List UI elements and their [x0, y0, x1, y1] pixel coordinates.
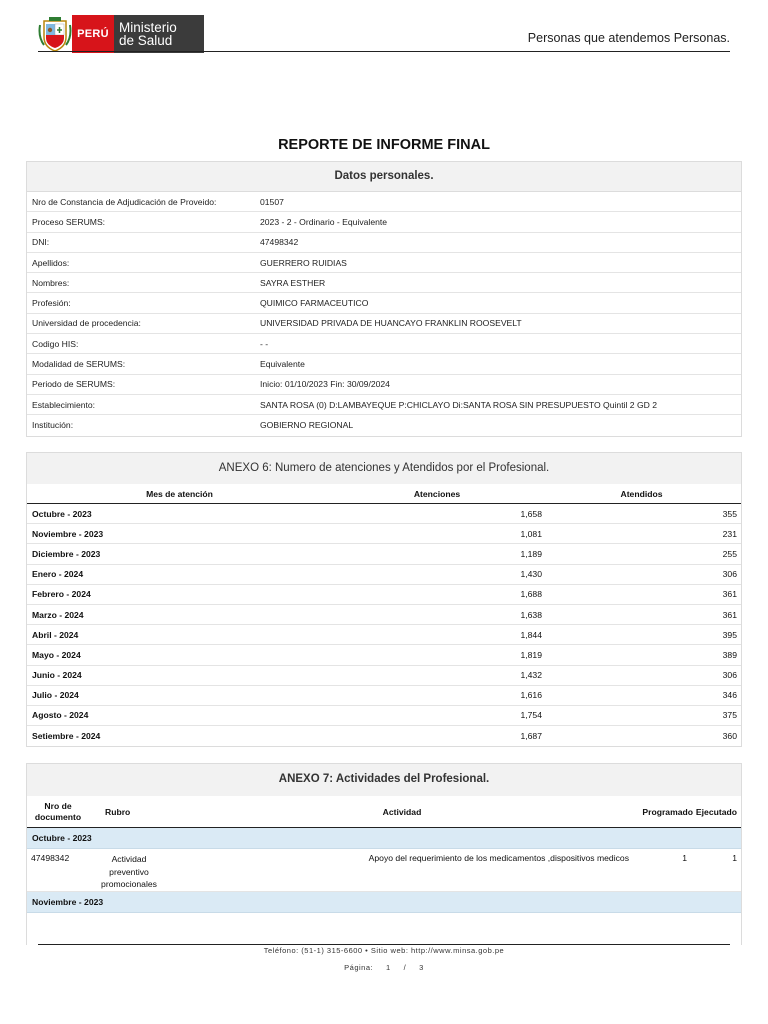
- cell-atenciones: 1,189: [520, 548, 542, 559]
- page-header: [0, 0, 768, 60]
- column-header-ejecutado: Ejecutado: [695, 806, 737, 817]
- cell-atendidos: 231: [722, 528, 737, 539]
- anexo7-title: ANEXO 7: Actividades del Profesional.: [27, 764, 741, 796]
- logo-ministry-line1: Ministerio: [119, 20, 177, 35]
- table-row: [27, 524, 741, 544]
- minsa-logo: [38, 15, 208, 53]
- column-header-atendidos: Atendidos: [620, 488, 663, 499]
- field-value: 01507: [260, 196, 284, 207]
- field-value: Equivalente: [260, 359, 305, 370]
- field-label: Codigo HIS:: [32, 338, 79, 349]
- table-row: [27, 293, 741, 313]
- table-row: [27, 645, 741, 665]
- anexo6-table-body: [27, 504, 741, 746]
- report-title: REPORTE DE INFORME FINAL: [278, 137, 490, 153]
- table-row: [27, 625, 741, 645]
- table-row: [27, 544, 741, 564]
- field-label: Proceso SERUMS:: [32, 216, 106, 227]
- cell-mes: Octubre - 2023: [32, 508, 92, 519]
- column-header-documento: [27, 801, 85, 823]
- table-row: [27, 334, 741, 354]
- cell-mes: Enero - 2024: [32, 569, 84, 580]
- table-row: [27, 212, 741, 232]
- table-row: [27, 273, 741, 293]
- page-indicator: [0, 963, 768, 972]
- cell-atenciones: 1,688: [520, 589, 542, 600]
- field-label: Apellidos:: [32, 257, 70, 268]
- table-row: [27, 253, 741, 273]
- field-label: Universidad de procedencia:: [32, 318, 141, 329]
- cell-atendidos: 306: [722, 569, 737, 580]
- cell-mes: Junio - 2024: [32, 670, 82, 681]
- column-header-actividad: Actividad: [382, 806, 422, 817]
- personal-data-table: [27, 192, 741, 436]
- cell-rubro-line2: preventivo: [109, 866, 149, 877]
- table-row: [27, 849, 741, 892]
- month-group-row: Octubre - 2023: [27, 828, 741, 849]
- cell-mes: Marzo - 2024: [32, 609, 84, 620]
- cell-atendidos: 361: [722, 589, 737, 600]
- table-row: [27, 585, 741, 605]
- column-header-rubro: Rubro: [105, 806, 131, 817]
- cell-actividad: Apoyo del requerimiento de los medicamentos ,dispositivos medicos: [368, 853, 629, 863]
- cell-mes: Agosto - 2024: [32, 710, 89, 721]
- cell-mes: Febrero - 2024: [32, 589, 91, 600]
- column-header-documento-line2: documento: [34, 811, 82, 822]
- field-value: SAYRA ESTHER: [260, 277, 326, 288]
- page-current: 1: [386, 963, 391, 972]
- table-row: [27, 666, 741, 686]
- cell-ejecutado: 1: [732, 853, 737, 863]
- field-label: Institución:: [32, 420, 74, 431]
- cell-mes: Noviembre - 2023: [32, 528, 104, 539]
- cell-atenciones: 1,432: [520, 670, 542, 681]
- anexo6-title: ANEXO 6: Numero de atenciones y Atendidos por el Profesional.: [27, 453, 741, 484]
- table-row: [27, 375, 741, 395]
- logo-country: PERÚ: [72, 15, 114, 53]
- field-label: Profesión:: [32, 298, 71, 309]
- cell-atendidos: 306: [722, 670, 737, 681]
- field-label: Periodo de SERUMS:: [32, 379, 116, 390]
- anexo6-panel: [26, 452, 742, 747]
- table-row: [27, 706, 741, 726]
- cell-mes: Diciembre - 2023: [32, 548, 101, 559]
- cell-atenciones: 1,844: [520, 629, 542, 640]
- cell-atendidos: 360: [722, 731, 737, 742]
- field-value: GUERRERO RUIDIAS: [260, 257, 347, 268]
- field-value: Inicio: 01/10/2023 Fin: 30/09/2024: [260, 379, 390, 390]
- column-header-atenciones: Atenciones: [413, 488, 461, 499]
- field-label: Modalidad de SERUMS:: [32, 359, 126, 370]
- cell-atenciones: 1,819: [520, 649, 542, 660]
- cell-atenciones: 1,081: [520, 528, 542, 539]
- table-row: [27, 314, 741, 334]
- column-header-programado: Programado: [642, 806, 693, 817]
- field-label: Nro de Constancia de Adjudicación de Proveido:: [32, 196, 217, 207]
- footer-divider: [38, 944, 730, 945]
- footer-contact: Teléfono: (51-1) 315-6600 • Sitio web: http://www.minsa.gob.pe: [263, 946, 505, 955]
- field-label: DNI:: [32, 237, 50, 248]
- cell-programado: 1: [682, 853, 687, 863]
- coat-of-arms-icon: [38, 15, 72, 53]
- cell-atenciones: 1,658: [520, 508, 542, 519]
- cell-mes: Julio - 2024: [32, 690, 79, 701]
- cell-atendidos: 355: [722, 508, 737, 519]
- cell-atendidos: 346: [722, 690, 737, 701]
- logo-ministry: [114, 15, 204, 53]
- table-row: [27, 504, 741, 524]
- month-group-row: Noviembre - 2023: [27, 892, 741, 913]
- cell-atenciones: 1,754: [520, 710, 542, 721]
- cell-atenciones: 1,638: [520, 609, 542, 620]
- table-row: [27, 233, 741, 253]
- table-row: [27, 395, 741, 415]
- cell-atendidos: 375: [722, 710, 737, 721]
- table-row: [27, 192, 741, 212]
- cell-rubro: [89, 853, 169, 891]
- personal-data-title: Datos personales.: [27, 162, 741, 192]
- field-label: Nombres:: [32, 277, 70, 288]
- field-value: - -: [260, 338, 269, 349]
- cell-atendidos: 255: [722, 548, 737, 559]
- table-row: [27, 565, 741, 585]
- cell-atenciones: 1,430: [520, 569, 542, 580]
- cell-documento: 47498342: [31, 853, 70, 863]
- cell-mes: Abril - 2024: [32, 629, 79, 640]
- anexo6-header-row: [27, 484, 741, 504]
- table-row: [27, 605, 741, 625]
- cell-atenciones: 1,616: [520, 690, 542, 701]
- field-value: GOBIERNO REGIONAL: [260, 420, 354, 431]
- field-value: 2023 - 2 - Ordinario - Equivalente: [260, 216, 388, 227]
- anexo7-panel: [26, 763, 742, 945]
- field-value: SANTA ROSA (0) D:LAMBAYEQUE P:CHICLAYO Di:SANTA ROSA SIN PRESUPUESTO Quintil 2 GD 2: [260, 399, 658, 410]
- page-total: 3: [419, 963, 424, 972]
- page-separator: /: [403, 963, 407, 972]
- logo-ministry-line2: de Salud: [119, 33, 173, 48]
- page-label: Página:: [344, 963, 374, 972]
- cell-atendidos: 389: [722, 649, 737, 660]
- cell-rubro-line3: promocionales: [101, 879, 157, 889]
- column-header-mes: Mes de atención: [146, 488, 213, 499]
- cell-atendidos: 361: [722, 609, 737, 620]
- cell-mes: Mayo - 2024: [32, 649, 81, 660]
- header-divider: [38, 51, 730, 52]
- cell-mes: Setiembre - 2024: [32, 731, 101, 742]
- personal-data-panel: [26, 161, 742, 437]
- anexo7-header-row: [27, 796, 741, 828]
- table-row: [27, 415, 741, 435]
- cell-atendidos: 395: [722, 629, 737, 640]
- cell-rubro-line1: Actividad: [111, 854, 147, 864]
- table-row: [27, 354, 741, 374]
- field-label: Establecimiento:: [32, 399, 96, 410]
- table-spacer: [27, 913, 741, 945]
- table-row: [27, 686, 741, 706]
- field-value: UNIVERSIDAD PRIVADA DE HUANCAYO FRANKLIN ROOSEVELT: [260, 318, 522, 329]
- cell-atenciones: 1,687: [520, 731, 542, 742]
- table-row: [27, 726, 741, 746]
- column-header-documento-line1: Nro de: [44, 800, 72, 811]
- header-slogan: Personas que atendemos Personas.: [527, 31, 730, 45]
- field-value: QUIMICO FARMACEUTICO: [260, 298, 369, 309]
- field-value: 47498342: [260, 237, 299, 248]
